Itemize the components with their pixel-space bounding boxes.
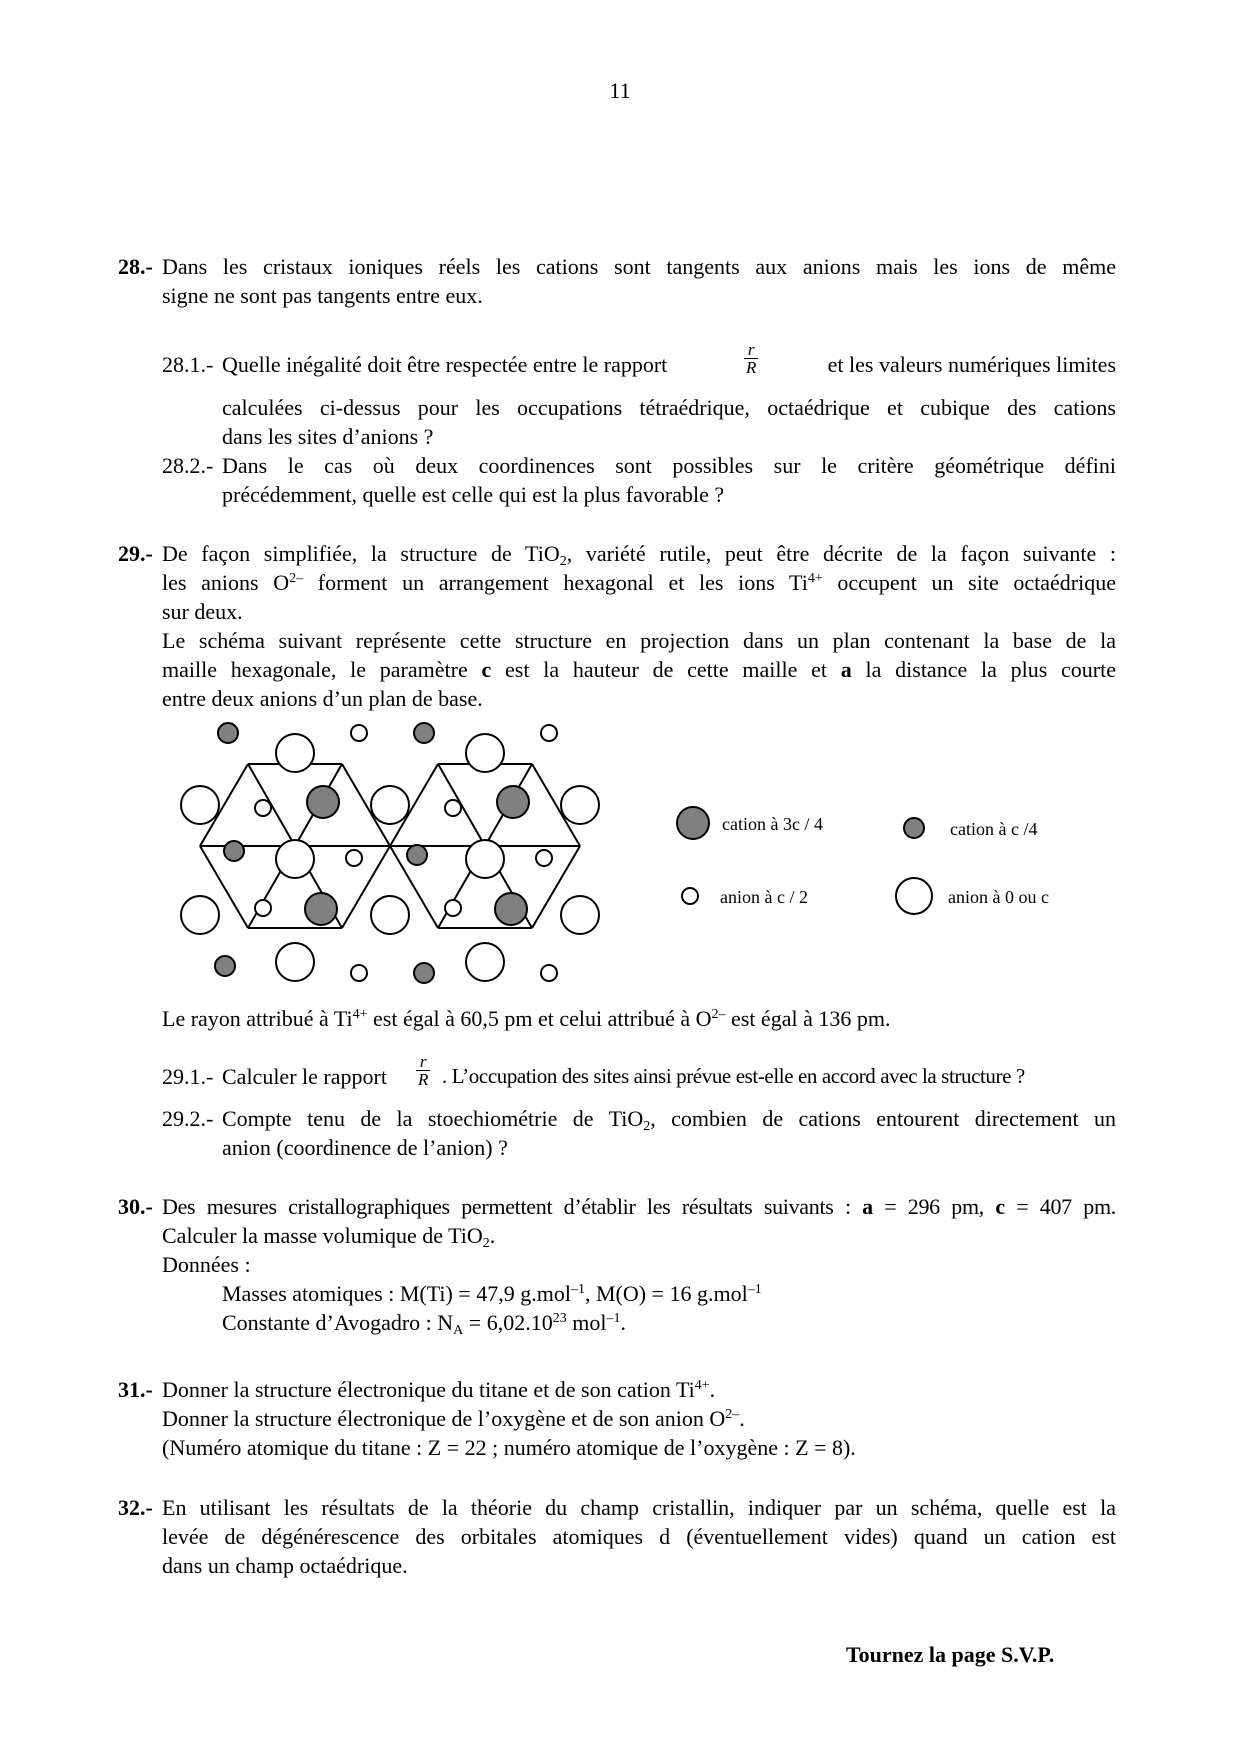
q32-line-1: En utilisant les résultats de la théorie du champ cristallin, indiquer par un schéma, quelle est la [162,1495,1116,1520]
cation-c4-atom [414,963,434,983]
anion-c2-atom [541,725,557,741]
anion-c2-atom [255,800,271,816]
q29-number: 29.- [118,541,153,566]
anion-c2-atom [351,965,367,981]
legend-cation-3c4-symbol [677,807,709,839]
q32-line-2: levée de dégénérescence des orbitales atomiques d (éventuellement vides) quand un cation est [162,1524,1116,1549]
q28-number: 28.- [118,254,153,279]
anion-c2-atom [536,850,552,866]
q29-line-1: De façon simplifiée, la structure de TiO$_2$, variété rutile, peut être décrite de la façon suivante : [162,541,1116,569]
footer-turn-page: Tournez la page S.V.P. [846,1642,1055,1667]
q31-line-2: Donner la structure électronique de l’oxygène et de son anion $O^{2-}$. [162,1406,745,1431]
anion-0c-atom [466,734,504,772]
q29-rayon-line: Le rayon attribué à $Ti^{4+}$ est égal à 60,5 pm et celui attribué à $O^{2-}$ est égal à 136 pm. [162,1006,891,1031]
anion-c2-atom [445,900,461,916]
q29-1-text-b: . L’occupation des sites ainsi prévue est-elle en accord avec la structure ? [442,1064,1025,1088]
anion-c2-atom [541,965,557,981]
q29-line-4: Le schéma suivant représente cette structure en projection dans un plan contenant la base de la [162,628,1116,653]
cation-3c4-atom [307,786,339,818]
page-number: 11 [609,78,631,103]
q29-1-fraction: $\frac{r}{R}$ [418,1052,429,1089]
q30-line-4: Masses atomiques : M(Ti) = 47,9 g.mol$^{-1}$, M(O) = 16 g.mol$^{-1}$ [222,1281,762,1306]
q29-2-line-1: Compte tenu de la stoechiométrie de TiO$_2$, combien de cations entourent directement un [222,1106,1116,1134]
anion-0c-atom [276,943,314,981]
anion-0c-atom [181,786,219,824]
q28-1-line-1b: et les valeurs numériques limites [827,352,1116,377]
q29-1-number: 29.1.- [162,1064,214,1089]
q30-line-3: Données : [162,1252,251,1277]
q28-2-line-1: Dans le cas où deux coordinences sont possibles sur le critère géométrique défini [222,453,1116,478]
q29-line-5: maille hexagonale, le paramètre c est la hauteur de cette maille et a la distance la plus courte [162,657,1117,682]
q28-1-line-2: calculées ci-dessus pour les occupations tétraédrique, octaédrique et cubique des cations [222,395,1116,420]
anion-0c-atom [371,896,409,934]
anion-0c-atom [561,786,599,824]
anion-c2-atom [445,800,461,816]
q31-number: 31.- [118,1377,153,1402]
q30-line-1: Des mesures cristallographiques permettent d’établir les résultats suivants : a = 296 pm, c = 407 pm. [162,1194,1116,1219]
q28-1-number: 28.1.- [162,352,214,377]
q28-line-1: Dans les cristaux ioniques réels les cations sont tangents aux anions mais les ions de même [162,254,1116,279]
anion-0c-atom [466,943,504,981]
anion-c2-atom [346,850,362,866]
legend-anion-c2-label: anion à c / 2 [720,887,808,907]
cation-c4-atom [218,723,238,743]
cation-c4-atom [215,956,235,976]
q30-line-2: Calculer la masse volumique de TiO$_2$. [162,1223,496,1251]
q29-line-2: les anions $O^{2-}$ forment un arrangement hexagonal et les ions $Ti^{4+}$ occupent un site octaédrique [162,570,1116,595]
legend-anion-0c-label: anion à 0 ou c [948,887,1049,907]
q28-1-fraction: $\frac{r}{R}$ [746,340,757,377]
cation-3c4-atom [305,893,337,925]
q29-line-3: sur deux. [162,599,243,624]
cation-3c4-atom [495,893,527,925]
cation-c4-atom [414,723,434,743]
cation-3c4-atom [497,786,529,818]
anion-0c-atom [466,840,504,878]
q32-line-3: dans un champ octaédrique. [162,1553,408,1578]
legend-cation-3c4-label: cation à 3c / 4 [722,814,823,834]
q32-number: 32.- [118,1495,153,1520]
anion-c2-atom [351,725,367,741]
q29-2-line-2: anion (coordinence de l’anion) ? [222,1135,508,1160]
q29-2-number: 29.2.- [162,1106,214,1131]
anion-0c-atom [276,734,314,772]
q31-line-1: Donner la structure électronique du titane et de son cation $Ti^{4+}$. [162,1377,716,1402]
anion-0c-atom [276,840,314,878]
q28-1-line-1a: Quelle inégalité doit être respectée entre le rapport [222,352,668,377]
lattice-atoms [181,723,599,983]
anion-0c-atom [181,896,219,934]
q31-line-3: (Numéro atomique du titane : Z = 22 ; numéro atomique de l’oxygène : Z = 8). [162,1435,856,1460]
q29-line-6: entre deux anions d’un plan de base. [162,686,483,711]
q29-1-text-a: Calculer le rapport [222,1064,387,1089]
anion-0c-atom [371,786,409,824]
cation-c4-atom [224,841,244,861]
q30-number: 30.- [118,1194,153,1219]
legend-cation-c4-symbol [904,818,924,838]
q28-1-line-3: dans les sites d’anions ? [222,424,434,449]
q30-line-5: Constante d’Avogadro : $N_A = 6,02.10^{23}$ mol$^{-1}$. [222,1310,626,1338]
anion-0c-atom [561,896,599,934]
legend-anion-c2-symbol [682,888,698,904]
anion-c2-atom [255,900,271,916]
q28-line-2: signe ne sont pas tangents entre eux. [162,283,483,308]
cation-c4-atom [407,845,427,865]
legend-cation-c4-label: cation à c /4 [950,819,1038,839]
q28-2-line-2: précédemment, quelle est celle qui est la plus favorable ? [222,482,725,507]
q28-2-number: 28.2.- [162,453,214,478]
legend-anion-0c-symbol [896,878,932,914]
